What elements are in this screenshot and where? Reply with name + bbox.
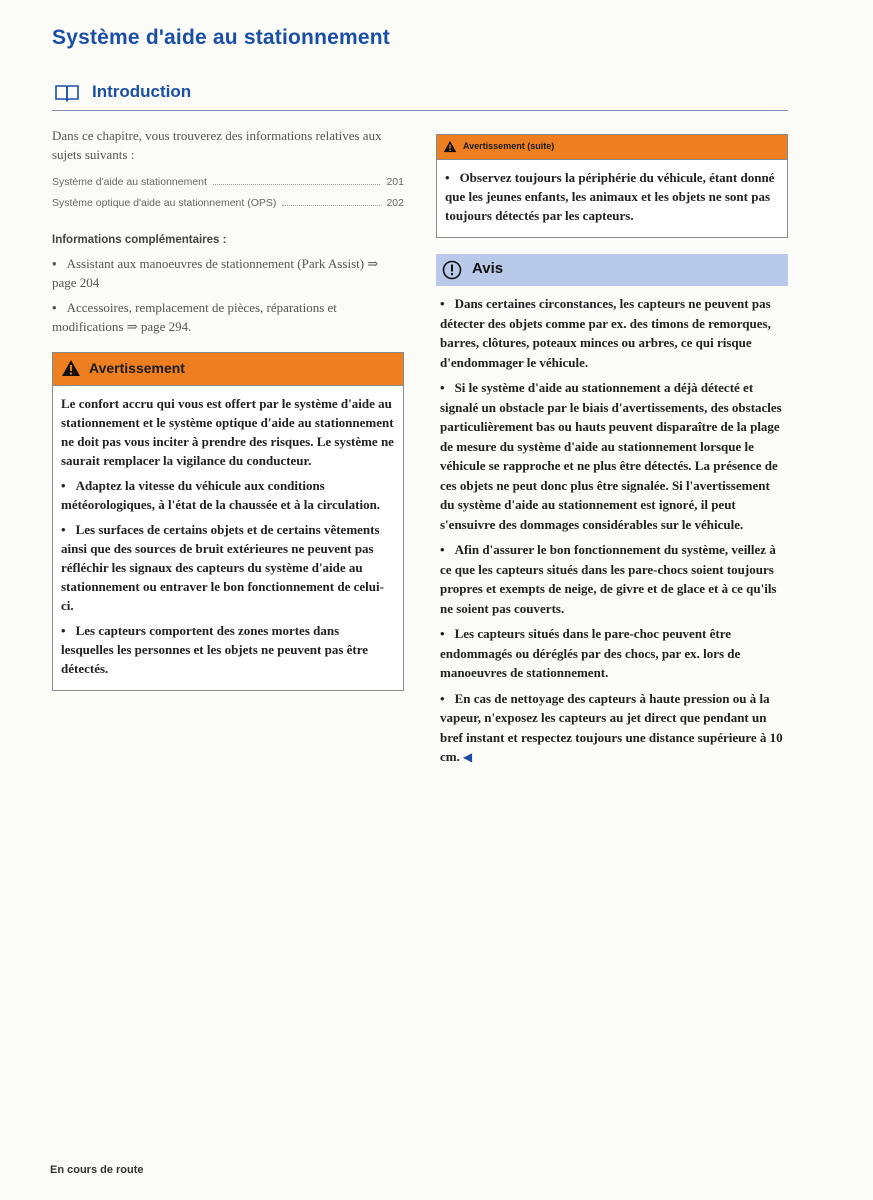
avis-title: Avis [472,260,504,277]
left-column [52,126,404,691]
info-item-text: Accessoires, remplacement de pièces, réparations et modifications ⇒ page 294. [52,300,337,334]
warning-cont-title: Avertissement (suite) [463,141,555,151]
warning-item [61,476,395,514]
toc-leader [282,205,380,206]
toc-leader [213,184,381,185]
warning-item-text: Les capteurs comportent des zones mortes dans lesquelles les personnes et les objets ne peuvent pas être détectés. [61,623,369,676]
bullet: • [440,626,445,641]
avis-item-text: Si le système d'aide au stationnement a déjà détecté et signalé un obstacle par le biais d'avertissements, des obstacles particulièrement bas ou hauts peuvent disparaître de la plage de mesure du système d'aide au stationnement lorsque le véhicule se rapproche et ne plus être détectés. La présence de ces objets ne peut donc plus être signalée. Si l'avertissement du système d'aide au stationnement est ignoré, il peut s'ensuivre des dommages considérables sur le véhicule. [440,380,782,532]
exclamation-circle-icon [442,260,462,280]
bullet: • [61,478,66,493]
bullet: • [440,690,445,706]
avis-item [440,378,784,534]
warning-cont-box [436,134,788,238]
avis-item [440,294,784,372]
avis-item-text: Les capteurs situés dans le pare-choc peuvent être endommagés ou déréglés par des chocs, par ex. lors de manoeuvres de stationnement. [440,626,741,680]
avis-header [436,254,788,286]
page-title: Système d'aide au stationnement [52,26,390,49]
info-item[interactable] [52,298,404,336]
info-title: Informations complémentaires : [52,234,227,246]
section-header [52,80,788,111]
avis-item-text: En cas de nettoyage des capteurs à haute pression ou à la vapeur, n'exposez les capteurs au jet direct que pendant un bref instant et respectez toujours une distance supérieure à 10 cm. [440,690,783,764]
warning-item-text: Les surfaces de certains objets et de certains vêtements ainsi que des sources de bruit extérieures ne peuvent pas réfléchir les signaux des capteurs du système d'aide au stationnement ou entraver le bon fonctionnement de celui-ci. [61,522,384,613]
toc-item[interactable] [52,176,404,197]
warning-item [61,621,395,678]
bullet: • [440,542,445,557]
toc-page: 201 [386,176,404,188]
intro-text: Dans ce chapitre, vous trouverez des informations relatives aux sujets suivants : [52,128,382,162]
warning-item-text: Adaptez la vitesse du véhicule aux conditions météorologiques, à l'état de la chaussée et à la circulation. [61,478,381,512]
warning-cont-item-text: Observez toujours la périphérie du véhicule, étant donné que les jeunes enfants, les animaux et les objets ne sont pas toujours détectés par les capteurs. [445,170,775,223]
warning-triangle-icon [443,140,457,153]
avis-body [436,286,788,768]
avis-item-text: Dans certaines circonstances, les capteurs ne peuvent pas détecter des objets comme par ex. des timons de remorques, barres, clôtures, poteaux minces ou arbres, ce qui risque d'endommager le véhicule. [440,296,771,370]
warning-intro: Le confort accru qui vous est offert par le système d'aide au stationnement et le système optique d'aide au stationnement ne doit pas vous inciter à prendre des risques. Le système ne saurait remplacer la vigilance du conducteur. [61,396,394,468]
warning-title: Avertissement [89,360,185,376]
avis-item-text: Afin d'assurer le bon fonctionnement du système, veillez à ce que les capteurs situés dans les pare-chocs soient toujours propres et exempts de neige, de givre et de glace et à ce qu'ils ne soient pas couverts. [440,542,777,616]
bullet: • [52,300,57,315]
bullet: • [61,522,66,537]
avis-item [440,624,784,683]
right-column [436,134,788,774]
bullet: • [52,256,57,271]
avis-item [440,689,784,768]
toc-page: 202 [386,197,404,209]
book-icon [54,84,80,102]
footer-chapter: En cours de route [50,1164,144,1176]
avis-item [440,540,784,618]
warning-body [53,386,403,690]
toc-label: Système optique d'aide au stationnement (OPS) [52,197,277,209]
warning-box [52,352,404,691]
warning-cont-header [437,135,787,160]
warning-item [61,520,395,615]
warning-header [53,353,403,386]
toc-label: Système d'aide au stationnement [52,176,207,188]
info-item[interactable] [52,254,404,292]
bullet: • [440,380,445,395]
toc-item[interactable] [52,197,404,218]
section-title: Introduction [92,82,192,101]
info-item-text: Assistant aux manoeuvres de stationnement (Park Assist) ⇒ page 204 [52,256,379,290]
warning-triangle-icon [61,359,81,377]
end-of-section-marker: ◀ [462,750,473,764]
bullet: • [61,623,66,638]
bullet: • [445,170,450,185]
bullet: • [440,296,445,311]
warning-cont-body [437,160,787,237]
warning-cont-item [445,168,779,225]
